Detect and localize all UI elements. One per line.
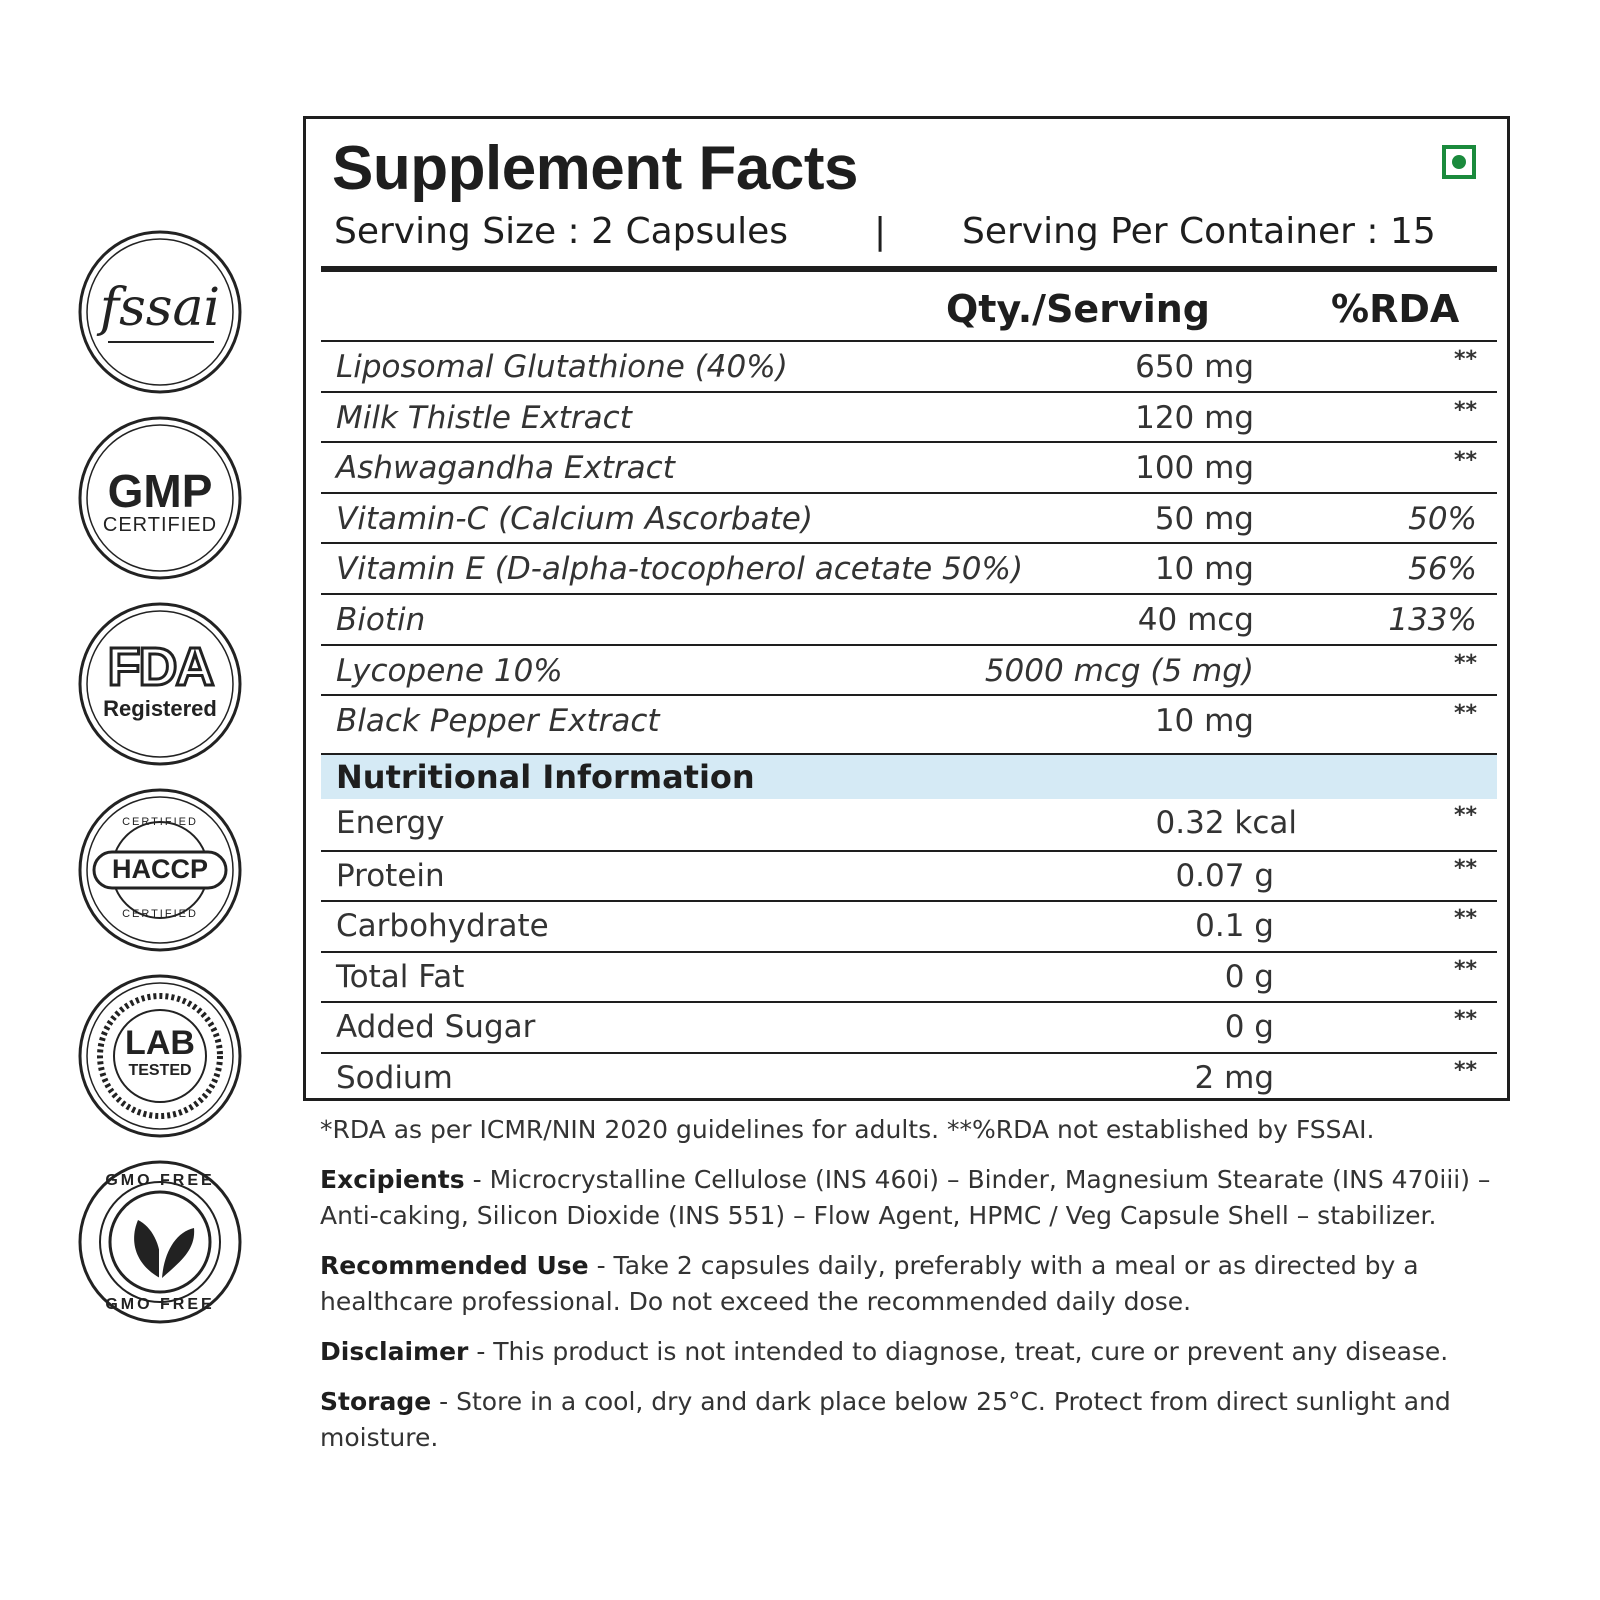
excipients-text: - Microcrystalline Cellulose (INS 460i) – Binder, Magnesium Stearate (INS 470iii) – Anti-caking, Silicon Dioxide (INS 551) – Flow Agent, HPMC / Veg Capsule Shell – stabilizer. (320, 1165, 1491, 1230)
recommended-use-label: Recommended Use (320, 1251, 589, 1280)
fda-logo-text: FDA (107, 637, 213, 697)
ingredient-name: Vitamin-C (Calcium Ascorbate) (336, 500, 813, 537)
ingredient-name: Biotin (336, 601, 426, 638)
serving-separator: | (874, 211, 887, 252)
ingredient-qty: 10 mg (1154, 703, 1254, 740)
rda-footnote: *RDA as per ICMR/NIN 2020 guidelines for adults. **%RDA not established by FSSAI. (320, 1115, 1375, 1144)
label-notes (320, 1112, 1510, 1470)
disclaimer-text: - This product is not intended to diagnose, treat, cure or prevent any disease. (468, 1337, 1449, 1366)
nutrient-name: Protein (336, 857, 445, 894)
lab-tested-text: TESTED (128, 1062, 192, 1079)
ingredient-qty: 10 mg (1154, 551, 1254, 588)
gmp-badge (76, 414, 244, 582)
table-row (321, 492, 1497, 543)
fssai-logo-text: fssai (99, 278, 221, 338)
divider (321, 266, 1497, 272)
ingredient-qty: 120 mg (1135, 399, 1254, 436)
nutrition-header-label: Nutritional Information (336, 758, 755, 796)
ingredient-qty: 50 mg (1154, 500, 1254, 537)
nutrient-name: Added Sugar (336, 1009, 536, 1045)
nutrient-name: Sodium (336, 1059, 453, 1096)
ingredient-rda: 56% (1408, 551, 1477, 588)
nutrient-name: Carbohydrate (336, 908, 549, 944)
ingredient-rda: ** (1453, 448, 1477, 474)
lab-tested-badge (76, 972, 244, 1140)
gmp-certified-text: CERTIFIED (102, 514, 218, 536)
haccp-logo-text: HACCP (111, 854, 208, 884)
nutrient-qty: 2 mg (1194, 1059, 1274, 1096)
veg-symbol-icon (1442, 145, 1476, 179)
gmp-logo-text: GMP (107, 465, 213, 517)
ingredient-name: Vitamin E (D-alpha-tocopherol acetate 50%) (336, 551, 1024, 588)
storage-paragraph (320, 1384, 1510, 1456)
nutrient-rda: ** (1453, 956, 1477, 982)
haccp-badge (76, 786, 244, 954)
nutrient-qty: 0 g (1224, 958, 1274, 995)
ingredient-qty: 40 mcg (1137, 601, 1254, 638)
table-row (321, 593, 1497, 644)
recommended-use-text: - Take 2 capsules daily, preferably with a meal or as directed by a healthcare professional. Do not exceed the recommended daily dose. (320, 1251, 1419, 1316)
ingredient-name: Black Pepper Extract (336, 703, 660, 740)
table-row (321, 694, 1497, 745)
ingredient-rda: 133% (1388, 601, 1477, 638)
nutrient-qty: 0 g (1224, 1009, 1274, 1045)
table-row (321, 542, 1497, 593)
excipients-paragraph (320, 1162, 1510, 1234)
nutrient-qty: 0.07 g (1175, 857, 1274, 894)
recommended-use-paragraph (320, 1248, 1510, 1320)
ingredient-qty: 100 mg (1135, 450, 1254, 487)
nutrient-qty: 0.1 g (1195, 908, 1274, 944)
supplement-facts-panel (303, 116, 1510, 1101)
serving-size: Serving Size : 2 Capsules (334, 211, 789, 252)
nutrient-name: Energy (336, 805, 445, 841)
storage-label: Storage (320, 1387, 432, 1416)
fssai-badge (76, 228, 244, 396)
nutrient-rda: ** (1453, 1057, 1477, 1083)
disclaimer-label: Disclaimer (320, 1337, 469, 1366)
table-row (321, 1052, 1497, 1103)
column-header-qty: Qty./Serving (946, 287, 1210, 331)
fda-badge (76, 600, 244, 768)
fda-registered-text: Registered (103, 696, 217, 721)
excipients-label: Excipients (320, 1165, 465, 1194)
ingredient-rda: ** (1453, 397, 1477, 423)
table-row (321, 951, 1497, 1002)
nutrient-rda: ** (1453, 906, 1477, 931)
haccp-ring-text-bottom: CERTIFIED (122, 908, 198, 920)
gmo-free-badge (76, 1158, 244, 1326)
nutrition-section-header (321, 753, 1497, 799)
table-row (321, 850, 1497, 901)
storage-text: - Store in a cool, dry and dark place below 25°C. Protect from direct sunlight and moisture. (320, 1387, 1451, 1452)
gmo-ring-text-top: GMO FREE (105, 1172, 215, 1189)
panel-title: Supplement Facts (332, 134, 858, 203)
table-row (321, 441, 1497, 492)
table-row (321, 340, 1497, 391)
disclaimer-paragraph (320, 1334, 1510, 1370)
table-row (321, 900, 1497, 951)
table-row (321, 799, 1497, 850)
lab-logo-text: LAB (125, 1024, 195, 1062)
ingredient-qty: 650 mg (1135, 349, 1254, 385)
ingredient-rda: ** (1453, 701, 1477, 727)
ingredient-name: Lycopene 10% (336, 652, 563, 689)
nutrient-rda: ** (1453, 1007, 1477, 1032)
serving-per-container: Serving Per Container : 15 (962, 211, 1436, 252)
nutrient-rda: ** (1453, 803, 1477, 828)
ingredient-qty: 5000 mcg (5 mg) (984, 652, 1254, 689)
haccp-ring-text-top: CERTIFIED (122, 816, 198, 828)
table-row (321, 1001, 1497, 1052)
gmo-ring-text-bottom: GMO FREE (105, 1296, 215, 1313)
ingredient-name: Ashwagandha Extract (336, 450, 675, 487)
ingredient-name: Milk Thistle Extract (336, 399, 632, 436)
nutrient-rda: ** (1453, 855, 1477, 881)
nutrition-table (321, 799, 1497, 1102)
table-row (321, 644, 1497, 695)
column-header-rda: %RDA (1331, 287, 1460, 331)
table-row (321, 391, 1497, 442)
ingredient-name: Liposomal Glutathione (40%) (336, 349, 788, 385)
ingredient-rda: ** (1453, 650, 1477, 676)
ingredient-rda: 50% (1408, 500, 1477, 537)
nutrient-qty: 0.32 kcal (1155, 805, 1297, 841)
ingredient-rda: ** (1453, 347, 1477, 372)
nutrient-name: Total Fat (336, 958, 465, 995)
ingredient-table (321, 340, 1497, 745)
